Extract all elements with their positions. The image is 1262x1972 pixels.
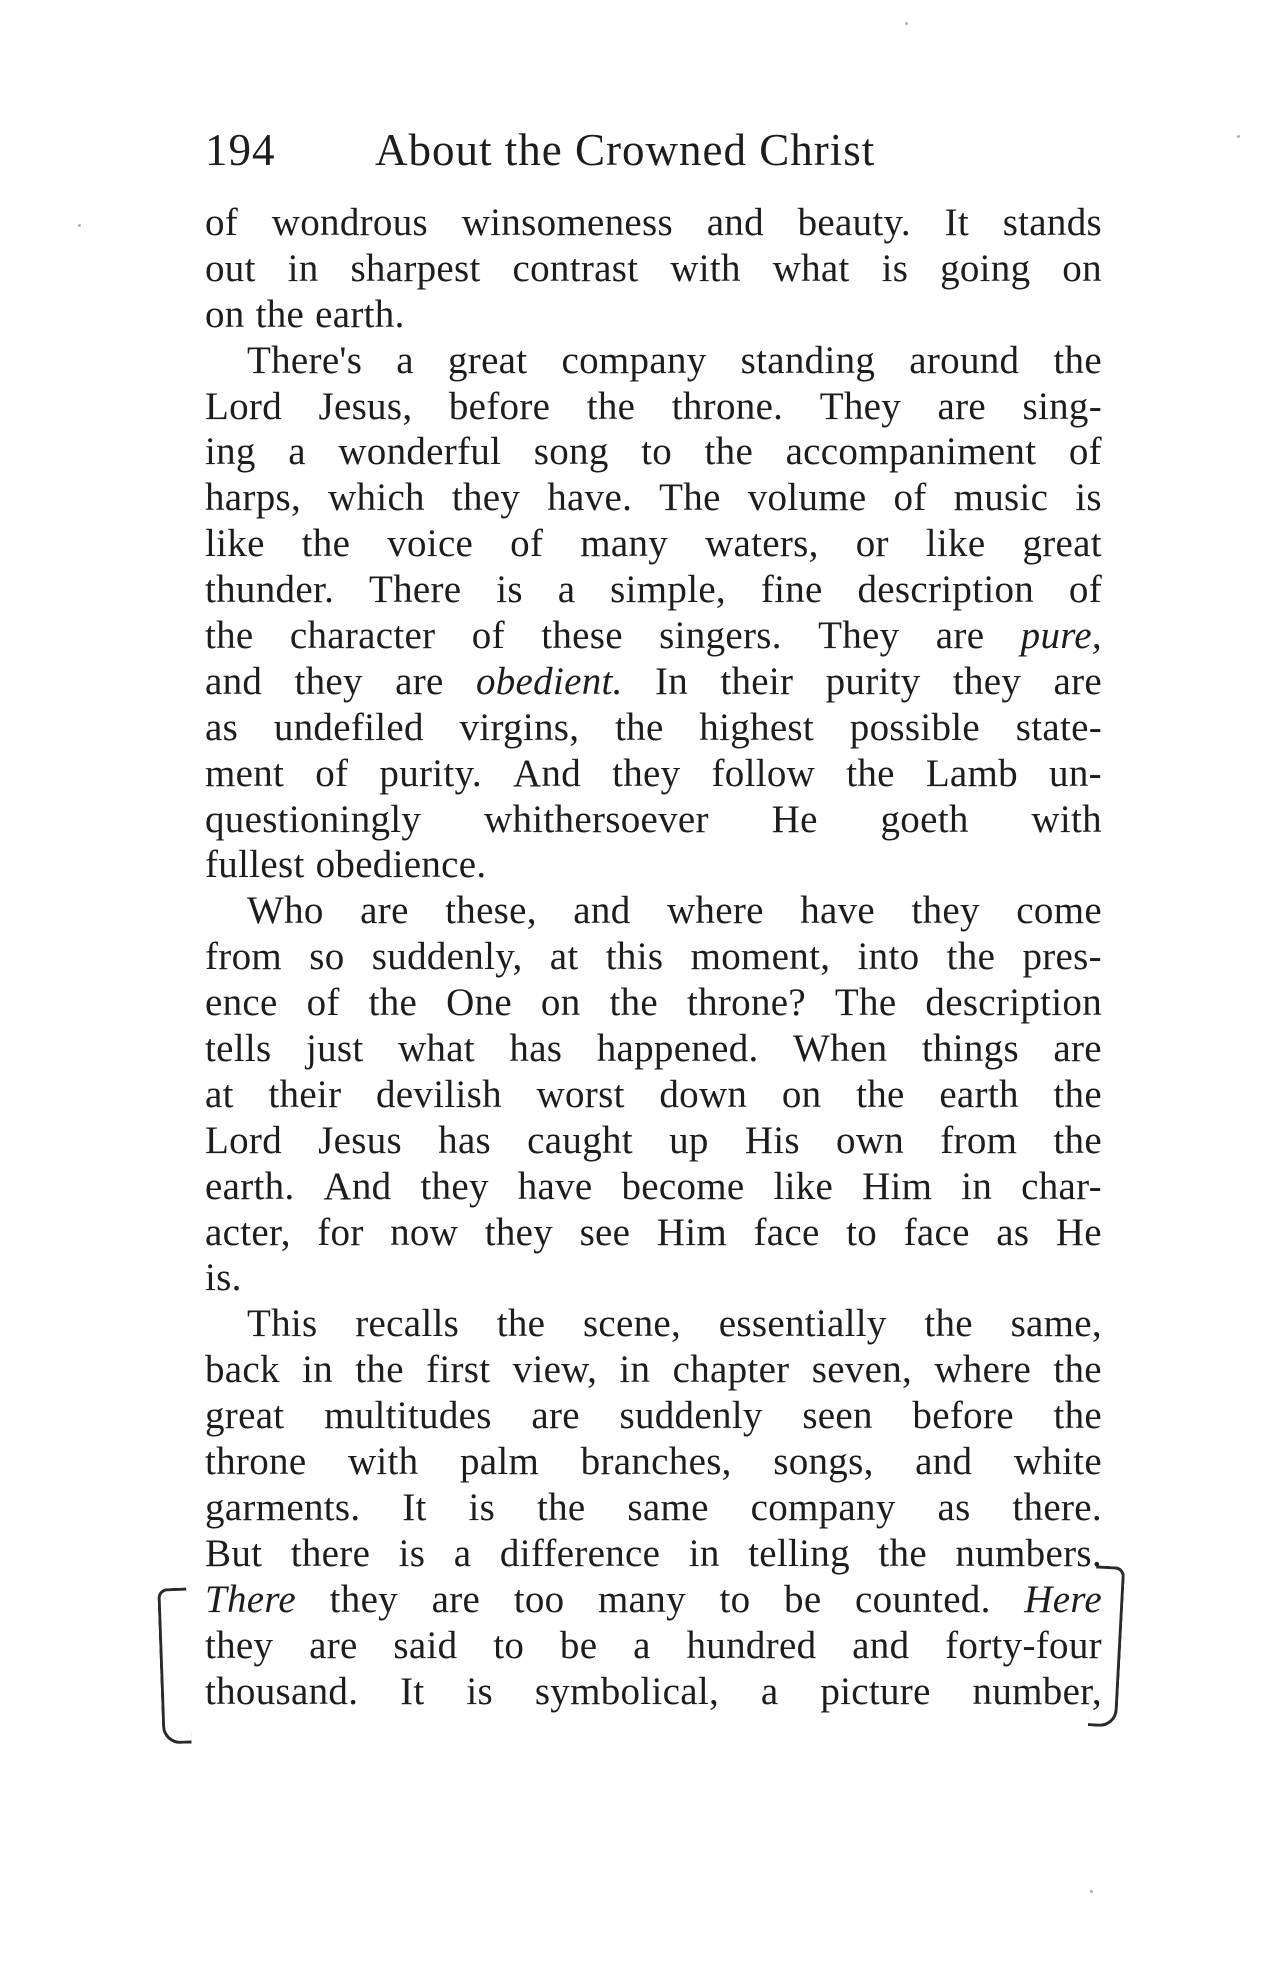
- word: Lamb: [925, 751, 1018, 795]
- word: with: [347, 1440, 419, 1484]
- word: acter,: [205, 1210, 291, 1254]
- word: sharpest: [350, 246, 481, 290]
- word: they: [420, 1164, 489, 1208]
- word: difference: [499, 1531, 661, 1575]
- word: ence: [205, 981, 278, 1025]
- word: they: [484, 1210, 554, 1254]
- text-line: [205, 842, 1102, 888]
- word: the: [878, 1531, 927, 1575]
- word: they: [952, 659, 1022, 703]
- word: own: [836, 1118, 905, 1162]
- word: and: [706, 201, 764, 244]
- word: number,: [972, 1669, 1102, 1713]
- word: standing: [740, 338, 876, 382]
- word: seven,: [811, 1348, 913, 1392]
- word: is: [1075, 476, 1102, 520]
- word: a: [288, 430, 306, 474]
- word: with: [1031, 797, 1102, 841]
- word: devilish: [376, 1072, 502, 1116]
- paper-speck: [1237, 135, 1240, 138]
- word: the: [609, 981, 658, 1025]
- word: It: [402, 1485, 427, 1529]
- word: for: [317, 1210, 364, 1254]
- word: purity: [825, 659, 921, 703]
- word: they: [329, 1577, 398, 1621]
- word: There: [205, 1577, 297, 1621]
- word: throne: [205, 1440, 307, 1484]
- word: stands: [1002, 201, 1102, 244]
- word: purity.: [379, 751, 482, 795]
- word: just: [305, 1027, 364, 1071]
- word: from: [205, 935, 283, 979]
- word: their: [268, 1072, 342, 1116]
- word: to: [641, 430, 673, 474]
- word: has: [438, 1118, 492, 1162]
- word: before: [912, 1394, 1014, 1438]
- word: songs,: [773, 1440, 874, 1484]
- word: of: [1068, 568, 1102, 612]
- word: description: [857, 568, 1035, 612]
- word: around: [909, 338, 1020, 382]
- word: of: [306, 981, 340, 1025]
- word: Jesus,: [318, 384, 413, 428]
- word: volume: [747, 476, 867, 520]
- word: out: [205, 246, 256, 290]
- word: on: [1062, 246, 1102, 290]
- text-line: [205, 1669, 1102, 1715]
- word: they: [205, 1623, 274, 1667]
- word: the: [1053, 1118, 1102, 1162]
- text-line: [205, 1026, 1102, 1072]
- word: this: [605, 935, 664, 979]
- word: accompaniment: [785, 430, 1037, 474]
- word: fullest: [205, 843, 305, 887]
- word: the: [301, 522, 351, 566]
- word: same: [627, 1485, 709, 1529]
- word: chapter: [672, 1348, 790, 1392]
- word: un-: [1049, 751, 1102, 795]
- word: beauty.: [797, 201, 911, 244]
- word: at: [549, 935, 579, 979]
- word: the: [846, 751, 895, 795]
- word: the: [496, 1302, 546, 1346]
- text-line: [205, 521, 1102, 567]
- word: with: [670, 246, 741, 290]
- word: harps,: [205, 476, 302, 520]
- word: on: [205, 292, 245, 336]
- word: what: [397, 1027, 475, 1071]
- word: things: [921, 1027, 1019, 1071]
- word: is: [496, 568, 523, 612]
- word: the: [704, 430, 754, 474]
- word: what: [772, 246, 850, 290]
- paper-speck: [905, 22, 908, 25]
- word: When: [793, 1027, 888, 1071]
- text-line: [205, 1347, 1102, 1393]
- word: too: [513, 1577, 565, 1621]
- word: face: [753, 1210, 820, 1254]
- word: description: [925, 981, 1102, 1025]
- word: recalls: [355, 1302, 460, 1346]
- paper-speck: [78, 224, 81, 227]
- word: One: [446, 981, 512, 1025]
- word: throne.: [671, 384, 784, 428]
- word: in: [961, 1164, 993, 1208]
- word: and: [573, 889, 631, 933]
- word: company: [561, 338, 707, 382]
- word: state-: [1015, 705, 1102, 749]
- word: Lord: [205, 384, 283, 428]
- word: now: [390, 1210, 459, 1254]
- word: There: [368, 568, 462, 612]
- word: company: [750, 1485, 896, 1529]
- word: moment,: [690, 935, 831, 979]
- text-line: [205, 292, 1102, 338]
- word: This: [247, 1302, 318, 1346]
- word: be: [559, 1623, 598, 1667]
- word: be: [784, 1577, 822, 1621]
- word: simple,: [610, 568, 726, 612]
- word: thousand.: [205, 1669, 359, 1713]
- text-line: [205, 613, 1102, 659]
- word: like: [773, 1164, 834, 1208]
- text-line: [205, 797, 1102, 843]
- word: a: [633, 1623, 651, 1667]
- word: they: [294, 659, 363, 703]
- word: obedience.: [315, 843, 487, 887]
- word: back: [205, 1348, 280, 1392]
- word: up: [669, 1118, 709, 1162]
- word: telling: [748, 1531, 850, 1575]
- word: highest: [699, 705, 815, 749]
- page-number: 194: [205, 125, 276, 175]
- word: these,: [445, 889, 537, 933]
- word: scene,: [582, 1302, 682, 1346]
- word: Him: [862, 1164, 933, 1208]
- word: symbolical,: [534, 1669, 720, 1713]
- word: throne?: [686, 981, 806, 1025]
- word: has: [509, 1027, 563, 1071]
- word: same,: [1010, 1302, 1102, 1346]
- word: ment: [205, 751, 285, 795]
- word: a: [453, 1531, 472, 1575]
- word: numbers.: [955, 1531, 1102, 1575]
- word: a: [396, 338, 414, 382]
- text-line: [205, 338, 1102, 384]
- word: wondrous: [271, 201, 429, 244]
- text-line: [205, 200, 1102, 246]
- word: like: [205, 522, 265, 566]
- word: It: [400, 1669, 425, 1713]
- text-line: [205, 475, 1102, 521]
- word: in: [302, 1348, 334, 1392]
- word: from: [940, 1118, 1018, 1162]
- word: there: [290, 1531, 371, 1575]
- word: in: [619, 1348, 651, 1392]
- word: become: [621, 1164, 745, 1208]
- word: is: [881, 246, 909, 290]
- word: they: [451, 476, 521, 520]
- word: voice: [387, 522, 474, 566]
- word: are: [309, 1623, 358, 1667]
- word: In: [654, 659, 689, 703]
- word: come: [1016, 889, 1102, 933]
- word: first: [426, 1348, 491, 1392]
- word: And: [323, 1164, 392, 1208]
- word: The: [659, 476, 721, 520]
- word: the: [537, 1485, 586, 1529]
- word: the: [856, 1072, 905, 1116]
- page-header: [205, 120, 1105, 180]
- word: the: [368, 981, 418, 1025]
- word: is.: [205, 1256, 242, 1300]
- word: the: [946, 935, 996, 979]
- text-line: [205, 751, 1102, 797]
- word: worst: [536, 1072, 625, 1116]
- text-line: [205, 246, 1102, 292]
- word: in: [688, 1531, 720, 1575]
- word: in: [287, 246, 319, 290]
- word: have: [800, 889, 876, 933]
- word: Here: [1024, 1577, 1102, 1621]
- word: forty-four: [945, 1623, 1102, 1667]
- word: the: [205, 614, 254, 658]
- word: caught: [527, 1118, 633, 1162]
- word: of: [315, 751, 349, 795]
- word: is: [468, 1485, 496, 1529]
- word: earth.: [315, 292, 405, 336]
- word: possible: [849, 705, 981, 749]
- word: white: [1013, 1440, 1102, 1484]
- word: There's: [247, 338, 363, 382]
- word: the: [1053, 1348, 1102, 1392]
- word: said: [393, 1623, 458, 1667]
- word: are: [360, 889, 409, 933]
- word: the: [1053, 338, 1102, 382]
- word: waters,: [705, 522, 819, 566]
- word: music: [953, 476, 1049, 520]
- word: Lord: [205, 1118, 283, 1162]
- text-line: [205, 1577, 1102, 1623]
- word: is: [466, 1669, 493, 1713]
- text-line: [205, 1531, 1102, 1577]
- word: sing-: [1022, 384, 1102, 428]
- word: tells: [205, 1027, 272, 1071]
- word: of: [510, 522, 544, 566]
- word: the: [1053, 1072, 1102, 1116]
- word: of: [1068, 430, 1102, 474]
- word: picture: [820, 1669, 931, 1713]
- word: earth: [939, 1072, 1019, 1116]
- word: the: [586, 384, 636, 428]
- word: He: [771, 797, 818, 841]
- word: a: [557, 568, 576, 612]
- word: the: [615, 705, 664, 749]
- word: questioningly: [205, 797, 422, 841]
- text-line: [205, 1485, 1102, 1531]
- word: contrast: [512, 246, 639, 290]
- word: virgins,: [459, 705, 580, 749]
- word: char-: [1021, 1164, 1102, 1208]
- word: thunder.: [205, 568, 335, 612]
- text-line: [205, 934, 1102, 980]
- word: to: [493, 1623, 525, 1667]
- word: They: [818, 614, 900, 658]
- word: whithersoever: [484, 797, 709, 841]
- word: suddenly,: [371, 935, 523, 979]
- word: follow: [711, 751, 816, 795]
- word: of: [205, 201, 239, 244]
- text-line: [205, 1210, 1102, 1256]
- text-line: [205, 1118, 1102, 1164]
- word: many: [580, 522, 669, 566]
- word: into: [857, 935, 920, 979]
- text-line: [205, 1623, 1102, 1669]
- word: these: [541, 614, 623, 658]
- word: of: [471, 614, 505, 658]
- text-line: [205, 1439, 1102, 1485]
- word: Him: [656, 1210, 728, 1254]
- word: many: [598, 1577, 686, 1621]
- word: the: [924, 1302, 973, 1346]
- word: or: [855, 522, 889, 566]
- word: are: [1053, 659, 1102, 703]
- word: undefiled: [273, 705, 424, 749]
- word: are: [937, 384, 987, 428]
- word: pres-: [1022, 935, 1102, 979]
- word: multitudes: [324, 1394, 492, 1438]
- word: the: [355, 1348, 404, 1392]
- word: where: [666, 889, 764, 933]
- word: see: [579, 1210, 631, 1254]
- word: the: [255, 292, 305, 336]
- word: hundred: [686, 1623, 817, 1667]
- word: are: [395, 659, 444, 703]
- text-line: [205, 384, 1102, 430]
- word: obedient.: [475, 659, 623, 703]
- word: of: [893, 476, 927, 520]
- word: branches,: [580, 1440, 732, 1484]
- word: to: [846, 1210, 878, 1254]
- word: to: [719, 1577, 751, 1621]
- word: view,: [512, 1348, 598, 1392]
- word: as: [205, 705, 239, 749]
- word: essentially: [718, 1302, 887, 1346]
- word: there.: [1012, 1485, 1102, 1529]
- word: palm: [459, 1440, 540, 1484]
- word: face: [903, 1210, 970, 1254]
- word: winsomeness: [461, 201, 673, 244]
- word: His: [744, 1118, 800, 1162]
- text-line: [205, 659, 1102, 705]
- word: at: [205, 1072, 234, 1116]
- word: as: [937, 1485, 971, 1529]
- word: earth.: [205, 1164, 295, 1208]
- word: They: [819, 384, 902, 428]
- word: so: [309, 935, 345, 979]
- handwritten-bracket-left: [157, 1588, 191, 1745]
- word: have.: [547, 476, 633, 520]
- text-line: [205, 1393, 1102, 1439]
- text-line: [205, 888, 1102, 934]
- word: The: [834, 981, 897, 1025]
- text-line: [205, 1255, 1102, 1301]
- word: the: [1053, 1394, 1102, 1438]
- word: and: [852, 1623, 910, 1667]
- word: ing: [205, 430, 256, 474]
- text-line: [205, 1301, 1102, 1347]
- text-line: [205, 980, 1102, 1026]
- word: And: [512, 751, 582, 795]
- word: and: [915, 1440, 973, 1484]
- word: suddenly: [619, 1394, 763, 1438]
- word: on: [540, 981, 581, 1025]
- word: and: [205, 659, 263, 703]
- word: are: [431, 1577, 481, 1621]
- word: as: [996, 1210, 1030, 1254]
- word: down: [659, 1072, 748, 1116]
- word: where: [934, 1348, 1032, 1392]
- word: happened.: [596, 1027, 759, 1071]
- word: It: [944, 201, 969, 244]
- word: are: [1053, 1027, 1102, 1071]
- word: But: [205, 1531, 263, 1575]
- text-line: [205, 1072, 1102, 1118]
- word: pure,: [1020, 614, 1102, 658]
- word: are: [935, 614, 985, 658]
- paper-speck: [1090, 1890, 1093, 1893]
- word: are: [531, 1394, 580, 1438]
- word: have: [517, 1164, 593, 1208]
- word: great: [1022, 522, 1102, 566]
- word: He: [1055, 1210, 1102, 1254]
- word: seen: [802, 1394, 873, 1438]
- word: Jesus: [318, 1118, 402, 1162]
- word: going: [940, 246, 1031, 290]
- running-title: About the Crowned Christ: [375, 125, 876, 175]
- word: counted.: [855, 1577, 991, 1621]
- word: garments.: [205, 1485, 361, 1529]
- word: song: [533, 430, 609, 474]
- body-text: [205, 200, 1102, 1714]
- word: character: [289, 614, 436, 658]
- text-line: [205, 567, 1102, 613]
- word: great: [205, 1394, 285, 1438]
- word: singers.: [659, 614, 782, 658]
- word: before: [448, 384, 551, 428]
- word: they: [911, 889, 980, 933]
- text-line: [205, 705, 1102, 751]
- word: which: [328, 476, 425, 520]
- word: a: [760, 1669, 779, 1713]
- text-line: [205, 1164, 1102, 1210]
- word: on: [781, 1072, 822, 1116]
- text-line: [205, 429, 1102, 475]
- word: fine: [760, 568, 823, 612]
- word: they: [612, 751, 681, 795]
- word: is: [398, 1531, 426, 1575]
- word: great: [447, 338, 528, 382]
- word: their: [720, 659, 794, 703]
- word: like: [925, 522, 986, 566]
- word: Who: [247, 889, 324, 933]
- word: wonderful: [338, 430, 502, 474]
- word: goeth: [880, 797, 969, 841]
